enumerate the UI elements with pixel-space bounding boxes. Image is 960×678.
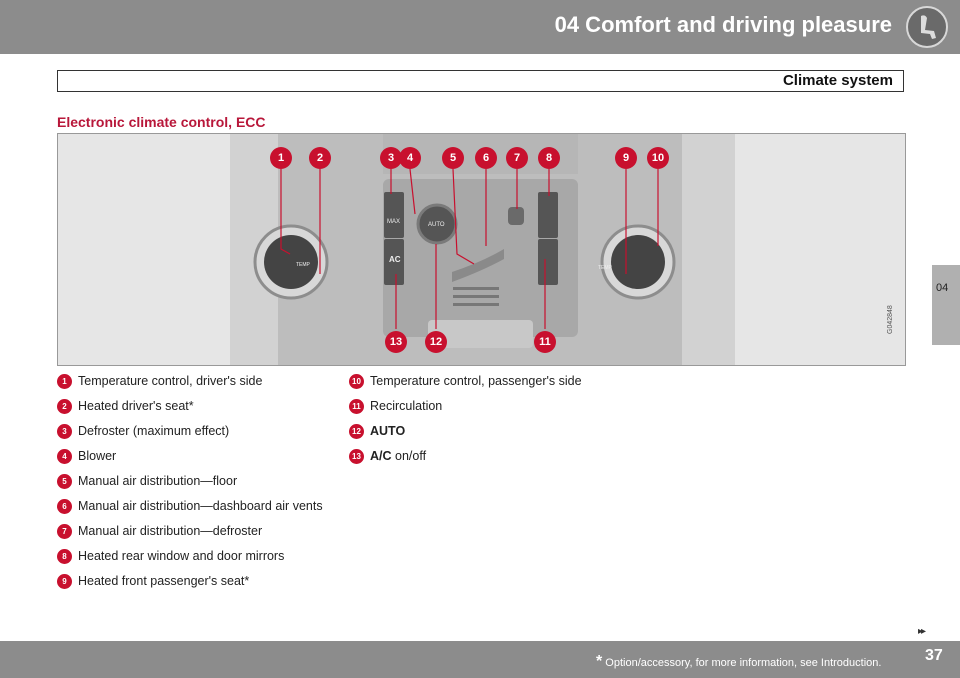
callout-lines — [58, 134, 906, 366]
legend-item — [57, 524, 337, 539]
callout-badge: 3 — [380, 147, 402, 169]
legend-text: Heated rear window and door mirrors — [78, 549, 285, 563]
legend-item — [57, 574, 337, 589]
legend-item — [349, 399, 629, 414]
callout-badge: 4 — [399, 147, 421, 169]
callout-badge: 12 — [425, 331, 447, 353]
page-heading: Electronic climate control, ECC — [57, 114, 266, 130]
legend-item — [349, 424, 629, 439]
legend-text: Manual air distribution—floor — [78, 474, 238, 488]
legend-item — [57, 499, 337, 514]
figure-code: G042848 — [887, 305, 894, 334]
callout-badge: 2 — [309, 147, 331, 169]
legend-item — [349, 374, 629, 389]
legend-text: Temperature control, driver's side — [78, 374, 263, 388]
callout-number: 10 — [349, 374, 364, 389]
temp-label-left: TEMP — [296, 262, 310, 268]
callout-badge: 11 — [534, 331, 556, 353]
legend-item — [57, 449, 337, 464]
footnote-star: * — [596, 653, 603, 670]
legend-bold-text: A/C — [370, 449, 392, 463]
callout-number: 8 — [57, 549, 72, 564]
legend-text: Blower — [78, 449, 117, 463]
legend-text: Heated driver's seat* — [78, 399, 194, 413]
footer-bar — [0, 641, 960, 678]
footnote — [596, 653, 881, 671]
legend-item — [57, 549, 337, 564]
legend-text: Heated front passenger's seat* — [78, 574, 250, 588]
chapter-header-bar — [0, 0, 960, 54]
chapter-title: 04 Comfort and driving pleasure — [554, 12, 892, 37]
legend-text: Manual air distribution—dashboard air vents — [78, 499, 323, 513]
page-number: 37 — [925, 647, 943, 664]
callout-number: 3 — [57, 424, 72, 439]
footnote-text: Option/accessory, for more information, see Introduction. — [605, 657, 882, 669]
callout-badge: 9 — [615, 147, 637, 169]
legend-text: Defroster (maximum effect) — [78, 424, 230, 438]
callout-badge: 5 — [442, 147, 464, 169]
legend-left — [57, 374, 337, 599]
callout-badge: 7 — [506, 147, 528, 169]
section-bar — [57, 70, 904, 92]
callout-number: 11 — [349, 399, 364, 414]
legend-item — [57, 399, 337, 414]
callout-number: 12 — [349, 424, 364, 439]
climate-control-figure — [57, 133, 906, 366]
callout-number: 6 — [57, 499, 72, 514]
callout-number: 7 — [57, 524, 72, 539]
callout-number: 1 — [57, 374, 72, 389]
auto-button-label: AUTO — [428, 222, 445, 228]
callout-number: 2 — [57, 399, 72, 414]
legend-item — [57, 374, 337, 389]
callout-badge: 8 — [538, 147, 560, 169]
callout-badge: 13 — [385, 331, 407, 353]
seat-icon — [906, 6, 948, 48]
legend-item — [349, 449, 629, 464]
legend-text: Manual air distribution—defroster — [78, 524, 263, 538]
callout-number: 9 — [57, 574, 72, 589]
callout-badge: 10 — [647, 147, 669, 169]
callout-badge: 6 — [475, 147, 497, 169]
legend-text: Temperature control, passenger's side — [370, 374, 582, 388]
max-button-label: MAX — [387, 219, 401, 225]
legend-text: Recirculation — [370, 399, 443, 413]
chapter-side-tab — [932, 265, 960, 345]
callout-number: 5 — [57, 474, 72, 489]
legend-item — [57, 474, 337, 489]
legend-bold-text: AUTO — [370, 424, 406, 438]
ac-button-label: AC — [389, 255, 401, 264]
callout-number: 4 — [57, 449, 72, 464]
legend-right — [349, 374, 629, 474]
section-title: Climate system — [782, 72, 893, 89]
callout-number: 13 — [349, 449, 364, 464]
legend-text: on/off — [391, 449, 427, 463]
legend-item — [57, 424, 337, 439]
temp-label-right: TEMP — [598, 265, 612, 271]
callout-badge: 1 — [270, 147, 292, 169]
double-chevron-right-icon: ▸▸ — [918, 626, 925, 637]
side-tab-label: 04 — [936, 282, 949, 294]
